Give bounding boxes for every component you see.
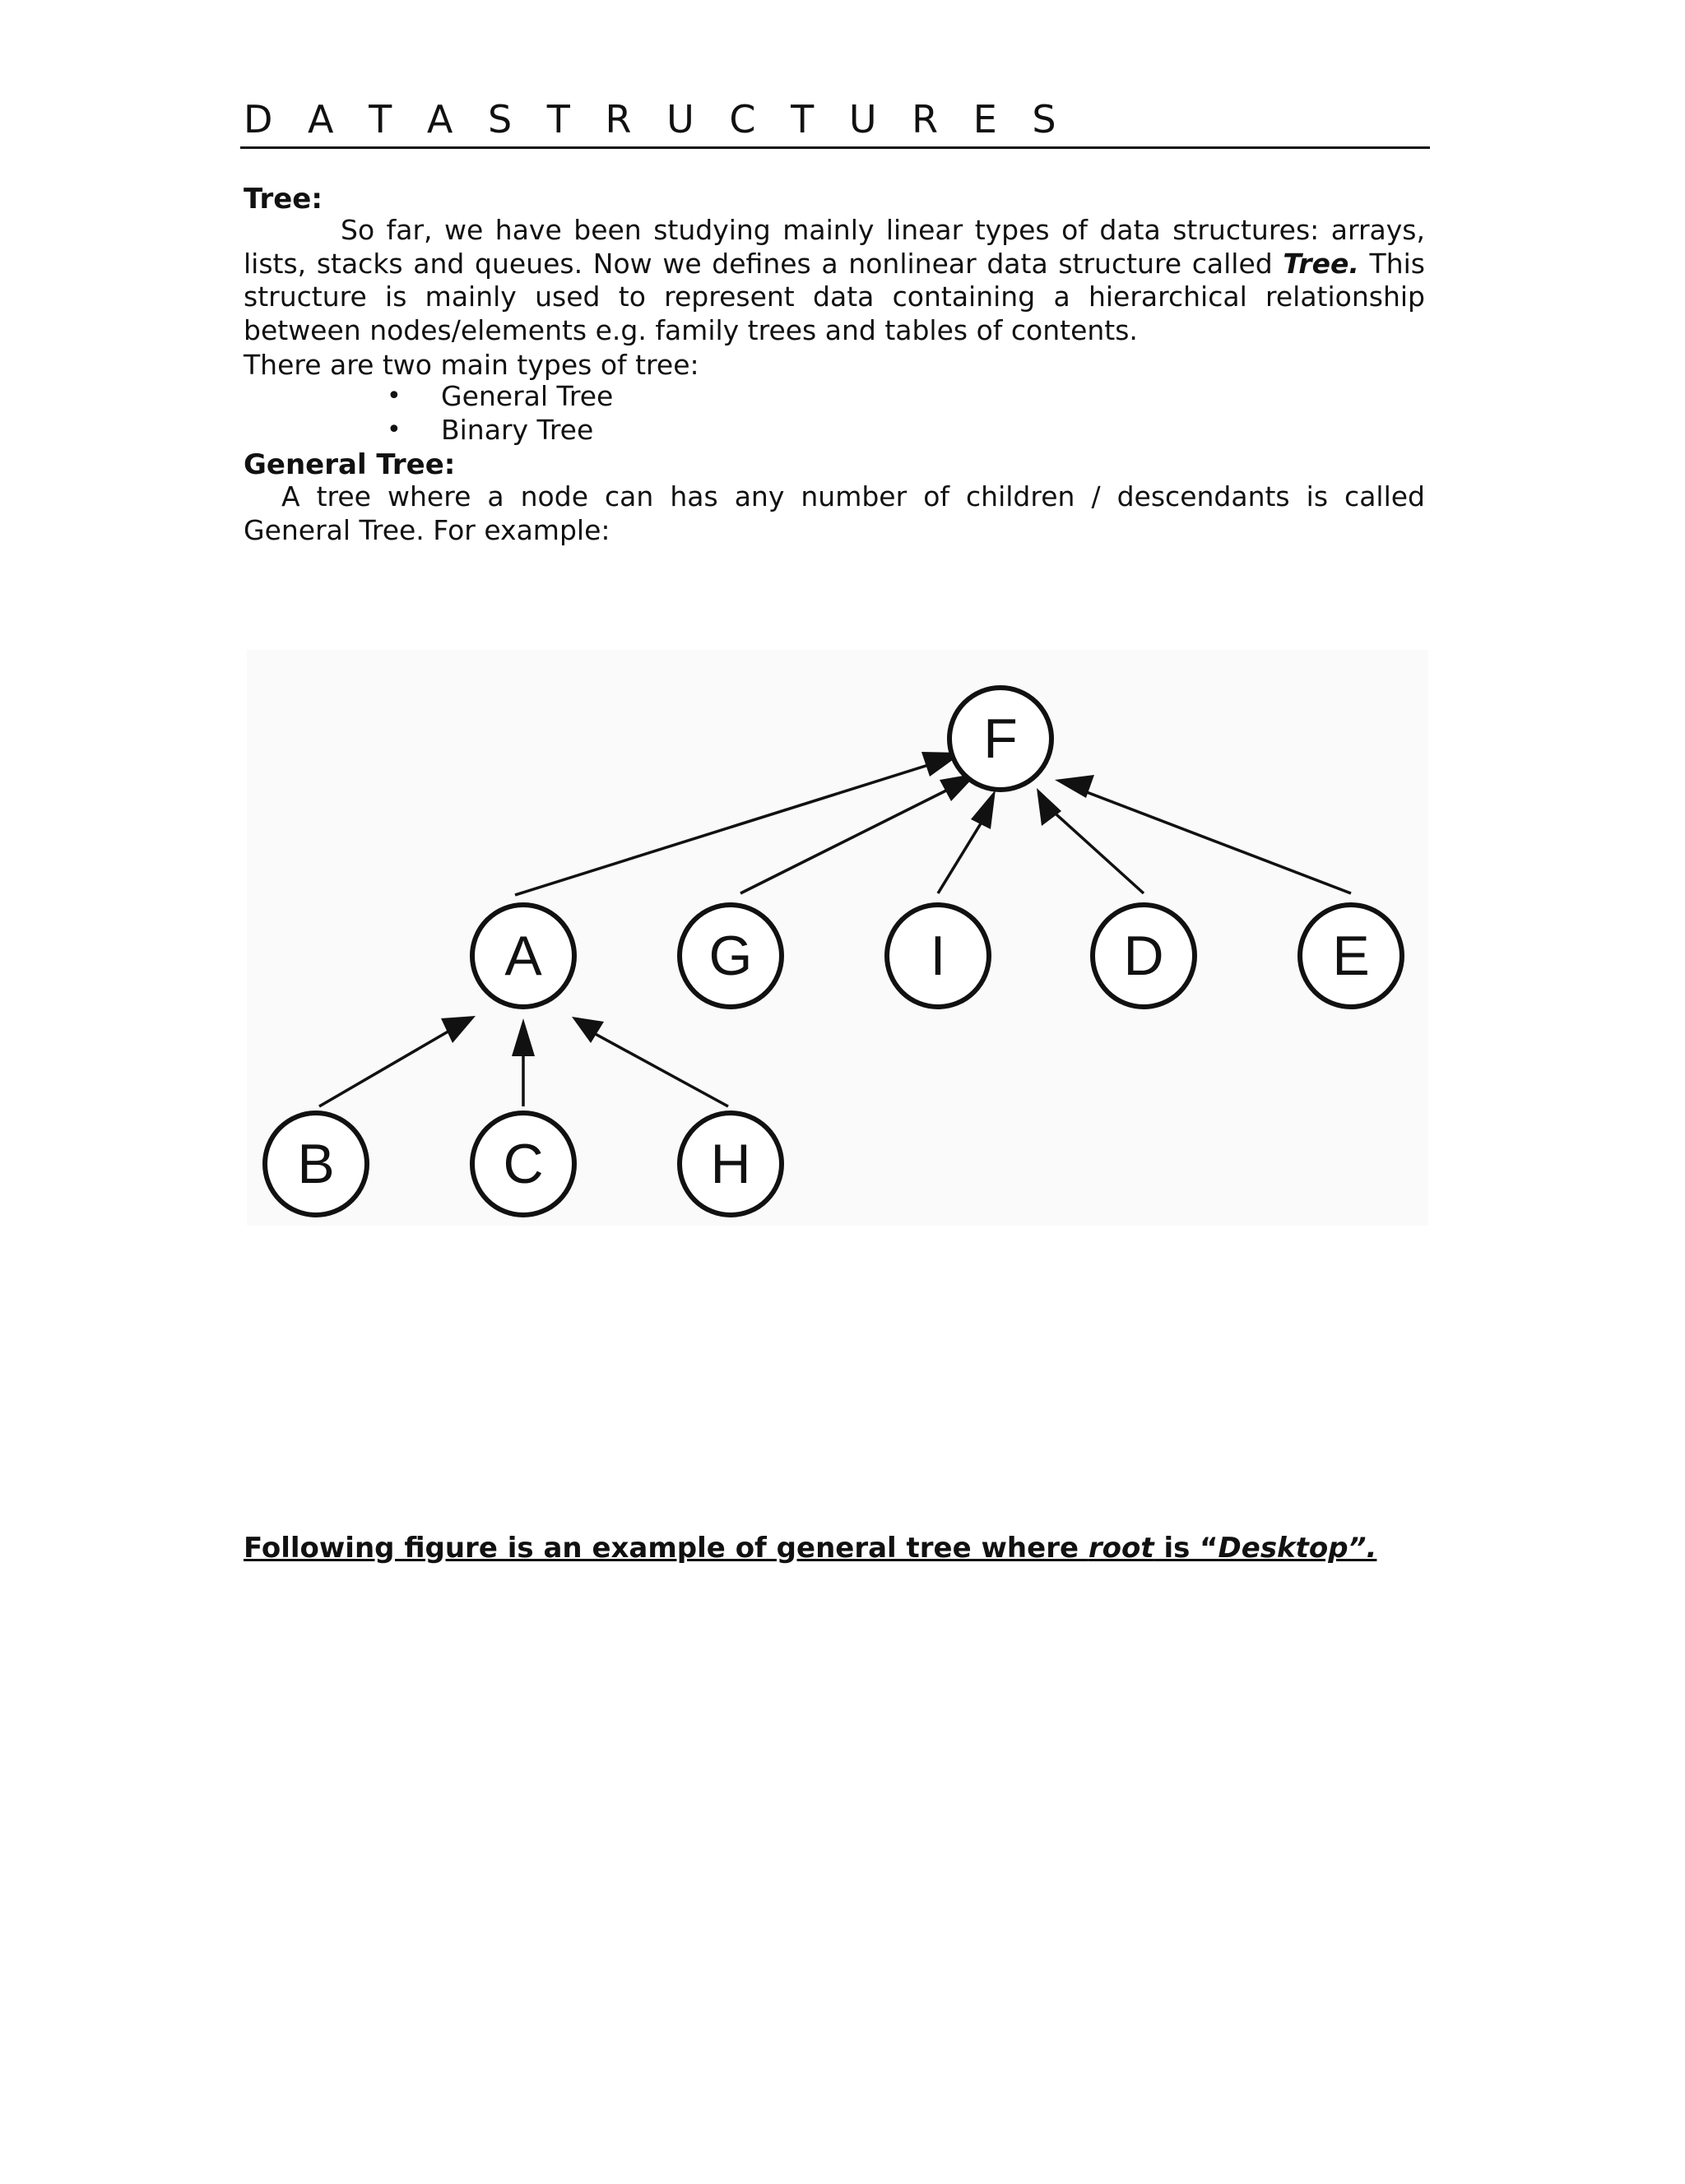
tree-node-d — [1093, 905, 1195, 1007]
tree-node-label: A — [504, 925, 542, 987]
tree-node-h — [680, 1113, 782, 1215]
list-item-label: Binary Tree — [441, 413, 594, 446]
caption-text-1: Following figure is an example of general tree where — [244, 1532, 1089, 1565]
tree-node-label: G — [708, 925, 753, 987]
tree-types-list — [387, 380, 613, 447]
arrowhead-c-a — [512, 1018, 535, 1056]
tree-node-label: H — [710, 1133, 751, 1195]
tree-node-label: F — [983, 707, 1018, 770]
arrowhead-e-f — [1055, 775, 1094, 798]
general-tree-paragraph: A tree where a node can has any number of children / descendants is called General Tree. For example: — [244, 480, 1425, 546]
bullet-icon: • — [387, 415, 402, 444]
tree-intro-text-2: This structure is mainly used to represent data containing a hierarchical relationship between nodes/elements e.g. family trees and tables of contents. — [244, 247, 1425, 346]
tree-nodes — [265, 688, 1402, 1215]
arrowhead-h-a — [572, 1017, 604, 1043]
tree-intro-text-1: So far, we have been studying mainly linear types of data structures: arrays, lists, stacks and queues. Now we defines a nonlinear data structure called — [244, 214, 1425, 280]
list-item — [387, 414, 613, 447]
edge-e-f — [1070, 786, 1351, 893]
list-item — [387, 380, 613, 414]
tree-node-c — [472, 1113, 574, 1215]
caption-text-2: is “ — [1154, 1532, 1218, 1565]
tree-intro-paragraph — [244, 214, 1425, 347]
caption-root-word: root — [1088, 1532, 1154, 1565]
page-header-title: D A T A S T R U C T U R E S — [244, 97, 1068, 141]
tree-node-label: D — [1123, 925, 1164, 987]
figure-caption — [244, 1532, 1376, 1565]
tree-node-i — [887, 905, 989, 1007]
general-tree-heading: General Tree: — [244, 448, 456, 481]
arrowhead-b-a — [441, 1016, 476, 1043]
tree-node-b — [265, 1113, 367, 1215]
tree-node-label: E — [1332, 925, 1370, 987]
arrowhead-d-f — [1037, 788, 1061, 826]
tree-edges — [319, 752, 1351, 1106]
general-tree-figure — [247, 650, 1428, 1226]
arrowhead-i-f — [971, 790, 996, 829]
tree-node-label: B — [297, 1133, 335, 1195]
header-rule — [240, 146, 1430, 149]
tree-node-g — [680, 905, 782, 1007]
tree-node-e — [1300, 905, 1402, 1007]
tree-diagram — [247, 650, 1428, 1226]
tree-node-f — [949, 688, 1051, 790]
caption-desktop-word: Desktop”. — [1218, 1532, 1377, 1565]
edge-a-f — [515, 757, 954, 895]
tree-types-intro: There are two main types of tree: — [244, 349, 699, 381]
edge-h-a — [592, 1032, 728, 1106]
tree-node-label: I — [930, 925, 946, 987]
tree-heading: Tree: — [244, 183, 323, 216]
edge-b-a — [319, 1030, 451, 1106]
tree-node-a — [472, 905, 574, 1007]
bullet-icon: • — [387, 382, 402, 410]
tree-emphasis: Tree. — [1283, 247, 1359, 280]
list-item-label: General Tree — [441, 380, 614, 412]
edge-d-f — [1049, 808, 1144, 893]
tree-node-label: C — [503, 1133, 544, 1195]
edge-g-f — [740, 778, 971, 893]
